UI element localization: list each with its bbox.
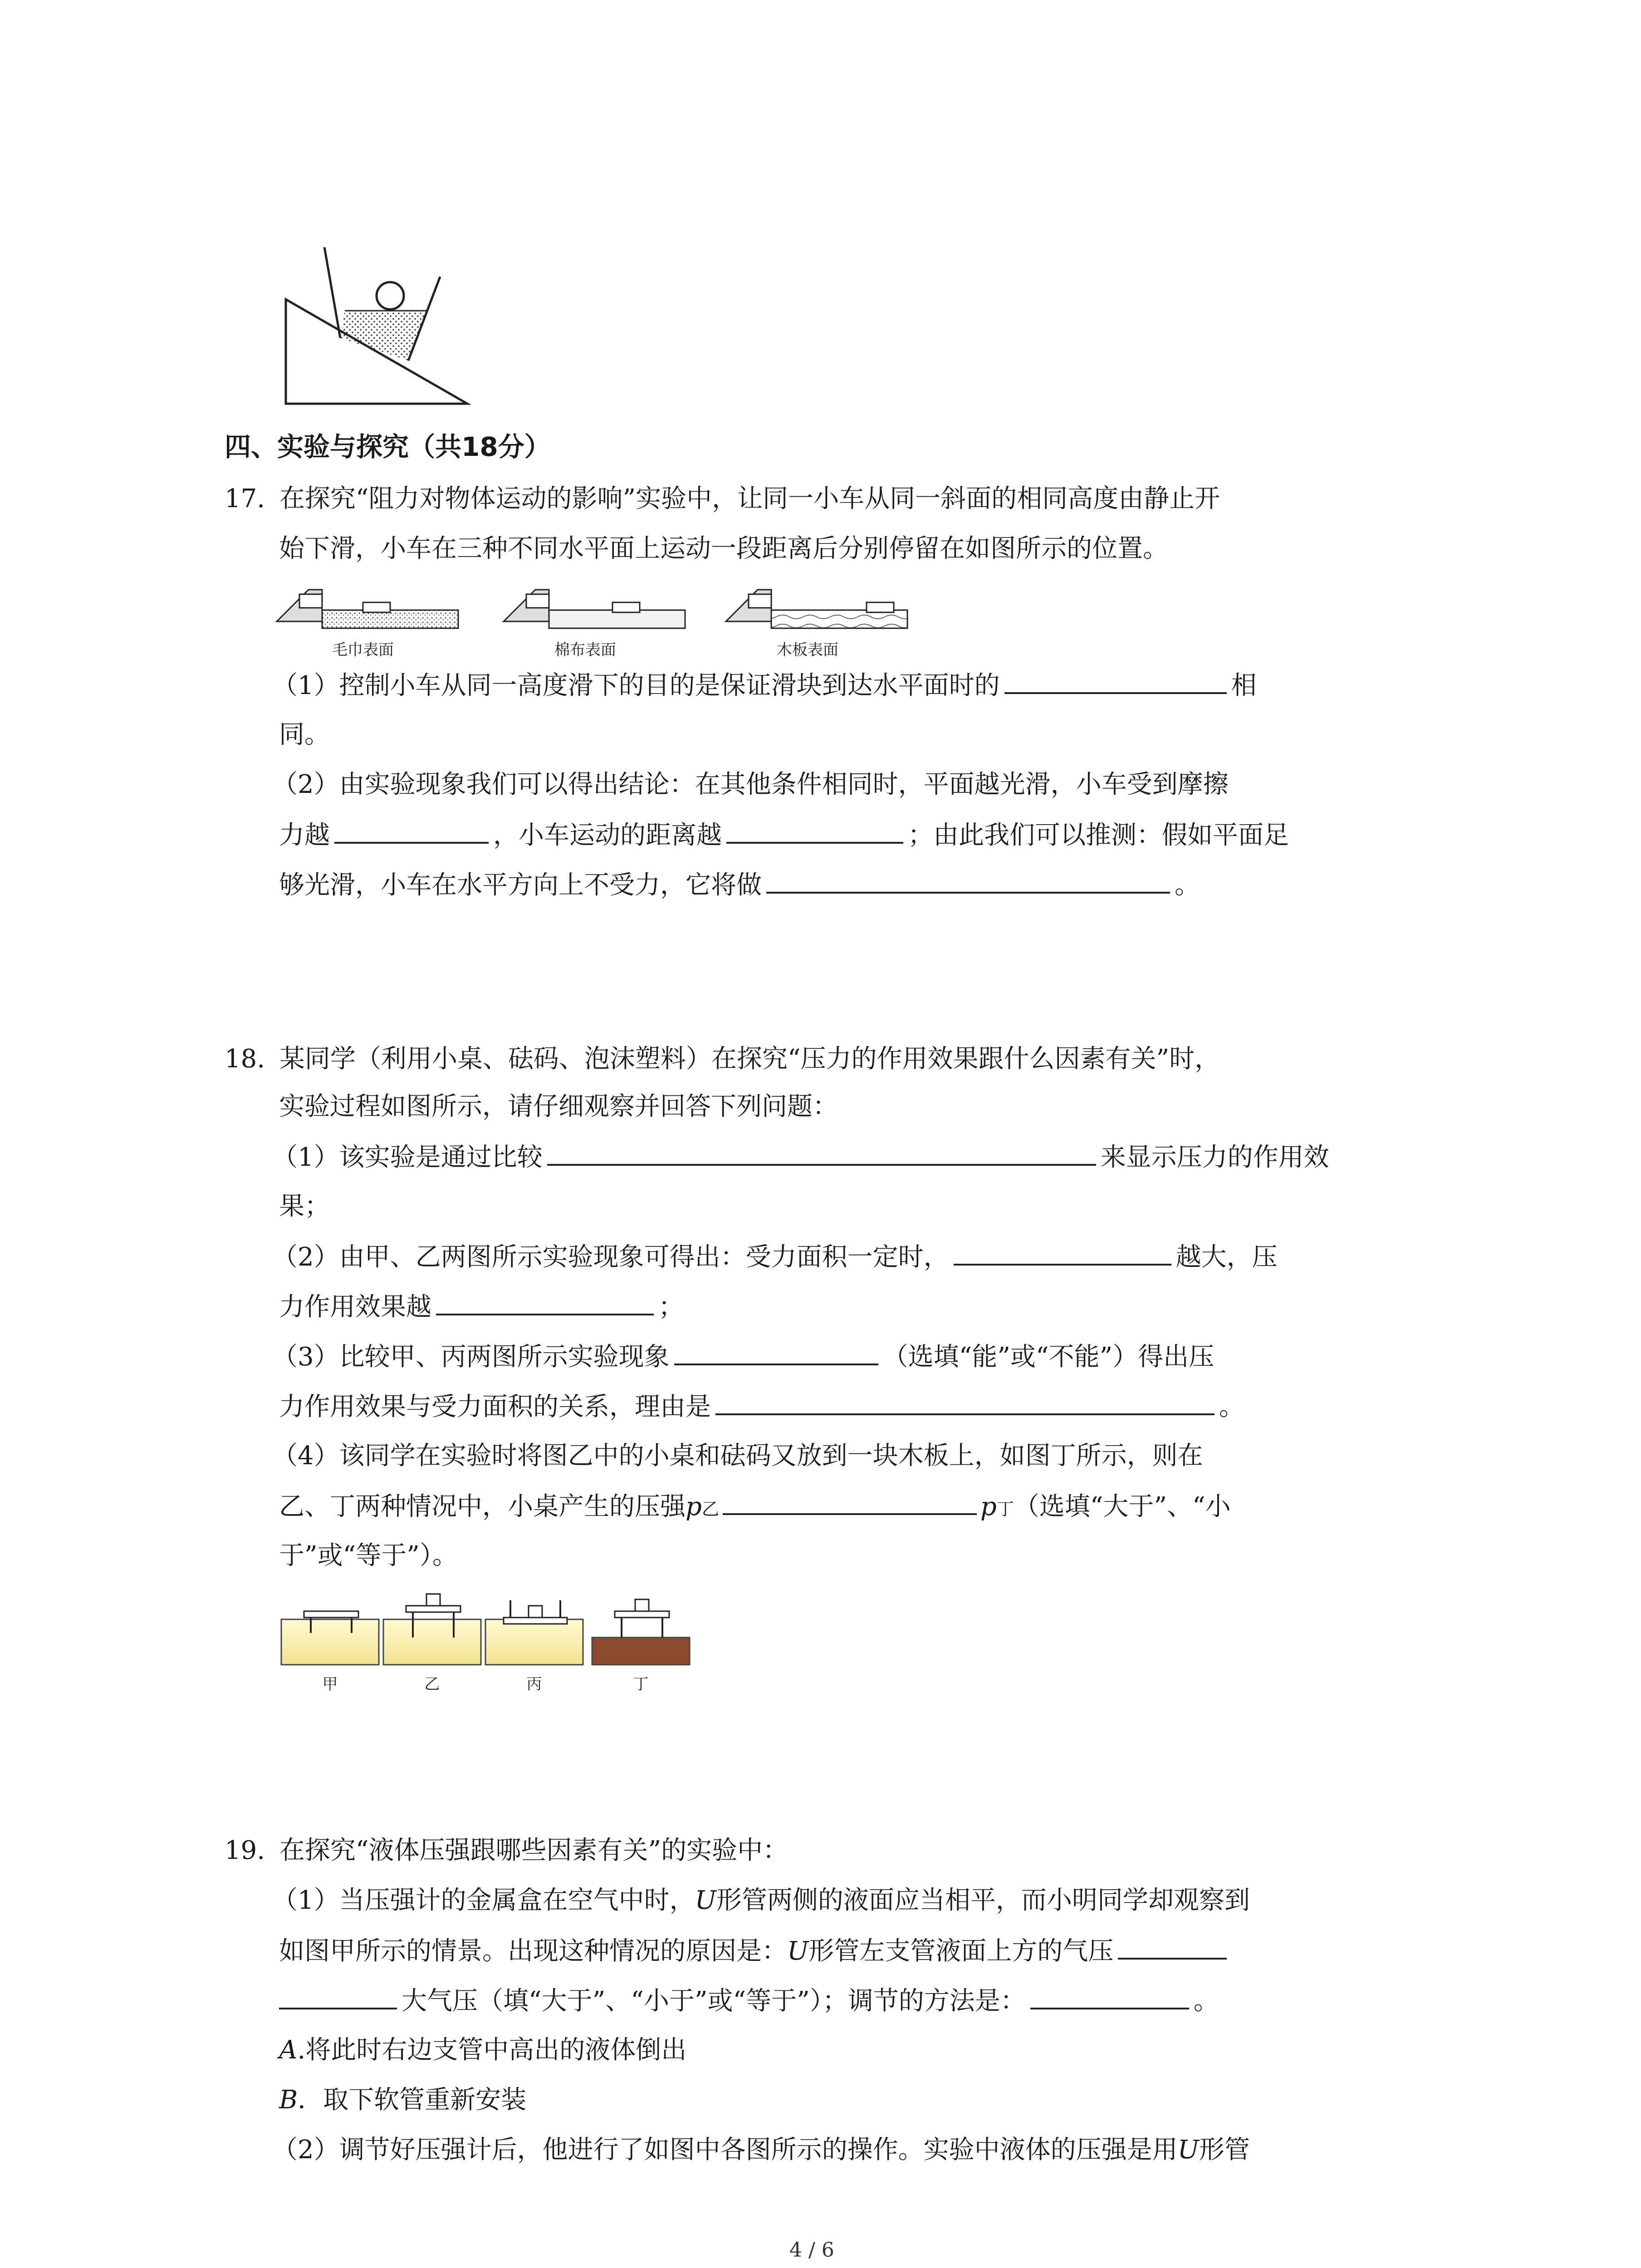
q19-stem: 在探究“液体压强跟哪些因素有关”的实验中： [279, 1836, 789, 1865]
q17-p2-end: 。 [1175, 870, 1200, 900]
panel-ding [592, 1599, 690, 1665]
incline-container-figure [272, 236, 508, 408]
section-heading: 四、实验与探究（共18分） [225, 431, 551, 462]
q18-fig-label-ding: 丁 [633, 1675, 649, 1693]
q19-p1-text2: 形管两侧的液面应当相平，而小明同学却观察到 [716, 1886, 1250, 1915]
q18-part1-line2: 果； [279, 1192, 330, 1221]
q17-stem-line1 [225, 481, 1220, 517]
option-a-text: .将此时右边支管中高出的液体倒出 [297, 2035, 687, 2065]
q18-part3-line1 [272, 1338, 1214, 1375]
option-b-letter: B [279, 2085, 298, 2115]
q19-option-b [279, 2082, 526, 2118]
q17-p2-text3: ；由此我们可以推测：假如平面足 [908, 821, 1289, 850]
q18-stem1: 某同学（利用小桌、砝码、泡沫塑料）在探究“压力的作用效果跟什么因素有关”时， [279, 1044, 1220, 1074]
q19-blank1a[interactable] [1118, 1932, 1227, 1960]
q18-part4-line1: （4）该同学在实验时将图乙中的小桌和砝码又放到一块木板上，如图丁所示，则在 [272, 1441, 1203, 1471]
q17-blank4[interactable] [766, 866, 1170, 894]
q18-part3-line2 [279, 1388, 1244, 1425]
q18-table-figure [279, 1588, 696, 1669]
q19-option-a [279, 2032, 686, 2068]
q19-p2-text2: 形管 [1199, 2135, 1250, 2165]
q18-part2-line1 [272, 1238, 1278, 1276]
q17-p2-text4: 够光滑，小车在水平方向上不受力，它将做 [279, 870, 762, 900]
q18-p3-text2: 力作用效果与受力面积的关系，理由是 [279, 1392, 711, 1422]
q18-p4-tail: （选填“大于”、“小 [1014, 1492, 1231, 1521]
q17-fig-label-wood: 木板表面 [777, 641, 838, 659]
q19-stem-line [225, 1833, 788, 1869]
q18-blank2[interactable] [954, 1238, 1171, 1266]
q18-fig-label-jia: 甲 [322, 1675, 338, 1693]
panel-yi [383, 1594, 481, 1665]
q19-p1-text1: （1）当压强计的金属盒在空气中时， [272, 1886, 695, 1915]
q18-blank1[interactable] [547, 1139, 1096, 1166]
q18-p2-text2: 力作用效果越 [279, 1292, 431, 1322]
q19-blank1b[interactable] [279, 1982, 397, 2009]
q17-number: 17. [225, 484, 265, 513]
option-a-letter: A [279, 2035, 298, 2065]
q18-part4-line3: 于”或“等于”）。 [279, 1541, 458, 1570]
q17-part2-line1: （2）由实验现象我们可以得出结论：在其他条件相同时，平面越光滑，小车受到摩擦 [272, 770, 1229, 799]
q17-fig-label-towel: 毛巾表面 [332, 641, 394, 659]
q19-number: 19. [225, 1836, 265, 1865]
q18-blank4[interactable] [674, 1338, 878, 1365]
q18-p1-tail: 来显示压力的作用效 [1100, 1143, 1329, 1172]
q18-blank3[interactable] [436, 1288, 654, 1315]
q19-p1-text4: 形管左支管液面上方的气压 [808, 1936, 1114, 1966]
q18-fig-label-yi: 乙 [424, 1675, 440, 1693]
q17-blank1[interactable] [1004, 667, 1227, 694]
q17-part1-line1 [272, 667, 1257, 704]
q18-stem-line2: 实验过程如图所示，请仔细观察并回答下列问题： [279, 1092, 838, 1121]
q17-fig-label-cotton: 棉布表面 [554, 641, 616, 659]
q19-part2-line1 [272, 2132, 1250, 2168]
q18-part2-line2 [279, 1288, 684, 1325]
pressure-symbol-ding: p [980, 1492, 997, 1521]
q17-part2-line3 [279, 866, 1200, 904]
surface-towel [277, 590, 458, 628]
page-number: 4 / 6 [789, 2239, 834, 2262]
q17-stem1: 在探究“阻力对物体运动的影响”实验中，让同一小车从同一斜面的相同高度由静止开 [279, 484, 1220, 513]
q17-blank3[interactable] [726, 816, 903, 844]
q19-part1-line3 [279, 1982, 1219, 2019]
q18-p3-text: （3）比较甲、丙两图所示实验现象 [272, 1342, 670, 1372]
q19-part1-line2 [279, 1932, 1227, 1970]
q19-blank2[interactable] [1030, 1982, 1189, 2009]
subscript-yi: 乙 [701, 1499, 719, 1519]
q17-p1-text: （1）控制小车从同一高度滑下的目的是保证滑块到达水平面时的 [272, 671, 1000, 700]
panel-bing [485, 1600, 583, 1665]
q17-stem-line2: 始下滑，小车在三种不同水平面上运动一段距离后分别停留在如图所示的位置。 [279, 534, 1168, 563]
subscript-ding: 丁 [996, 1499, 1014, 1519]
pressure-symbol-yi: p [686, 1492, 702, 1521]
q17-part1-line2: 同。 [279, 720, 330, 749]
u-symbol-2: U [787, 1936, 809, 1966]
q18-p4-text: 乙、丁两种情况中，小桌产生的压强 [279, 1492, 686, 1521]
q18-p3-end: 。 [1219, 1392, 1244, 1422]
q18-part4-line2 [279, 1488, 1231, 1527]
q18-part1-line1 [272, 1139, 1329, 1176]
q18-blank6[interactable] [723, 1488, 977, 1515]
option-b-text: ．取下软管重新安装 [298, 2085, 527, 2115]
q18-p1-text: （1）该实验是通过比较 [272, 1143, 543, 1172]
q18-fig-label-bing: 丙 [526, 1675, 542, 1693]
surface-cotton [504, 590, 685, 628]
u-symbol: U [695, 1886, 716, 1915]
q17-part2-line2 [279, 816, 1289, 854]
q19-p2-text1: （2）调节好压强计后，他进行了如图中各图所示的操作。实验中液体的压强是用 [272, 2135, 1178, 2165]
q17-p1-tail: 相 [1231, 671, 1257, 700]
q18-p3-tail: （选填“能”或“不能”）得出压 [882, 1342, 1215, 1372]
q18-p2-tail: 越大，压 [1176, 1242, 1278, 1272]
q18-blank5[interactable] [715, 1388, 1215, 1415]
q19-p1-text3: 如图甲所示的情景。出现这种情况的原因是： [279, 1936, 787, 1966]
q18-p2-end: ； [658, 1292, 684, 1322]
surface-wood [726, 590, 907, 628]
q18-stem-line1 [225, 1041, 1220, 1077]
panel-jia [281, 1611, 379, 1665]
q18-number: 18. [225, 1044, 265, 1074]
q17-p2-text2: ，小车运动的距离越 [493, 821, 722, 850]
q19-part1-line1 [272, 1882, 1250, 1919]
q19-p1-text5: 大气压（填“大于”、“小于”或“等于”）；调节的方法是： [402, 1986, 1026, 2016]
u-symbol-3: U [1177, 2135, 1199, 2165]
q17-p2-text1: 力越 [279, 821, 330, 850]
q19-p1-end: 。 [1193, 1986, 1219, 2016]
q18-p2-text: （2）由甲、乙两图所示实验现象可得出：受力面积一定时， [272, 1242, 949, 1272]
q17-blank2[interactable] [334, 816, 489, 844]
